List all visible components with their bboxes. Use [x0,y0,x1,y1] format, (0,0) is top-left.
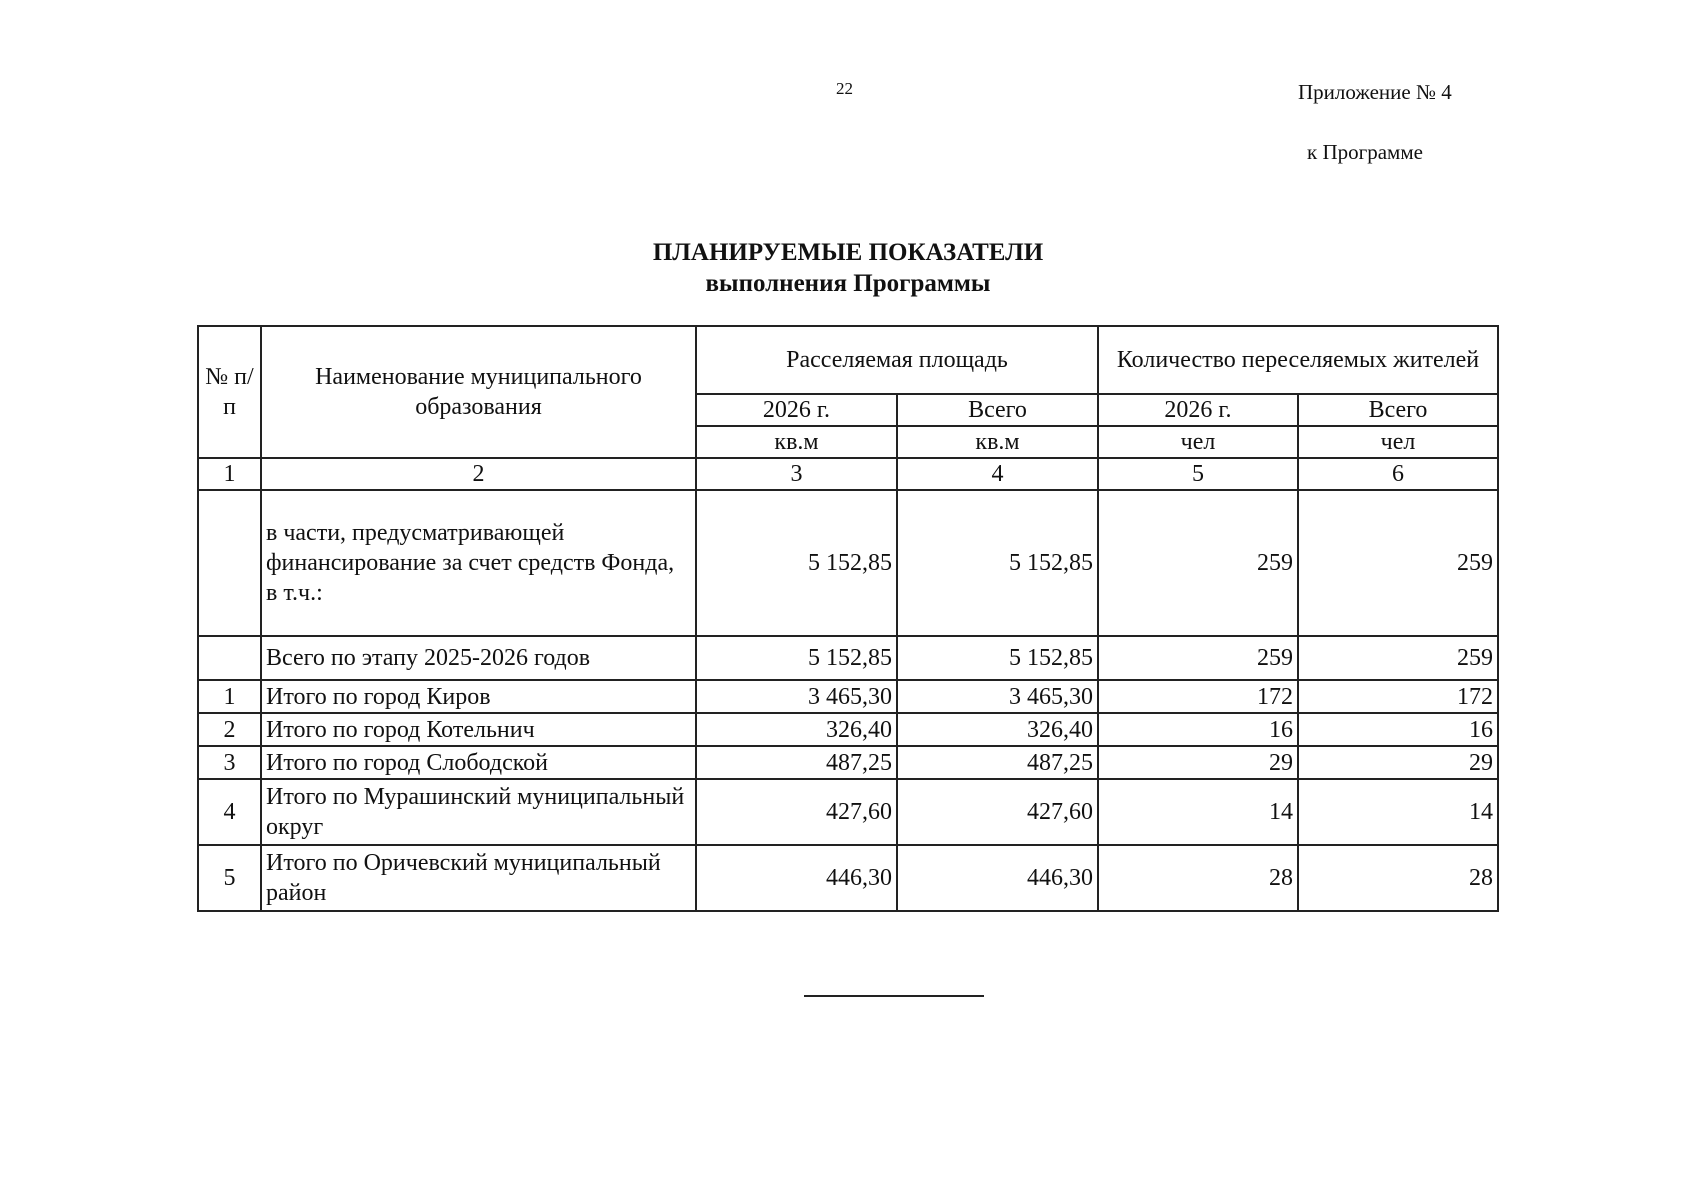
table-row [198,779,1498,845]
unit-people-2026: чел [1098,426,1298,458]
column-number: 2 [261,458,696,490]
area-2026-value: 326,40 [696,713,897,746]
area-total-value: 3 465,30 [897,680,1098,713]
row-name: Итого по Мурашинский муниципальный округ [261,779,696,845]
document-title [198,237,1498,299]
area-total-value: 427,60 [897,779,1098,845]
table-row [198,713,1498,746]
title-line-2: выполнения Программы [705,270,991,297]
appendix-label: Приложение № 4 [1298,80,1452,104]
row-number: 3 [198,746,261,779]
row-name: Итого по Оричевский муниципальный район [261,845,696,911]
row-number: 5 [198,845,261,911]
area-total-value: 326,40 [897,713,1098,746]
row-number: 1 [198,680,261,713]
column-number: 6 [1298,458,1498,490]
people-total-value: 16 [1298,713,1498,746]
table-row [198,746,1498,779]
stage-total-row [198,636,1498,680]
people-total-value: 259 [1298,490,1498,636]
people-2026-value: 259 [1098,490,1298,636]
row-name: Итого по город Киров [261,680,696,713]
area-total-value: 487,25 [897,746,1098,779]
title-line-1: ПЛАНИРУЕМЫЕ ПОКАЗАТЕЛИ [652,239,1044,266]
people-total-value: 172 [1298,680,1498,713]
unit-people-total: чел [1298,426,1498,458]
people-total-value: 14 [1298,779,1498,845]
area-2026-value: 3 465,30 [696,680,897,713]
header-area-2026: 2026 г. [696,394,897,426]
unit-area-total: кв.м [897,426,1098,458]
header-resettled-residents: Количество переселяемых жителей [1098,326,1498,394]
row-name: Всего по этапу 2025-2026 годов [261,636,696,680]
fund-financing-row [198,490,1498,636]
area-2026-value: 5 152,85 [696,636,897,680]
column-number: 5 [1098,458,1298,490]
row-name: Итого по город Слободской [261,746,696,779]
indicators-table [197,325,1499,912]
row-number: 2 [198,713,261,746]
table-row [198,680,1498,713]
row-name: в части, предусматривающей финансирование за счет средств Фонда, в т.ч.: [261,490,696,636]
column-number: 4 [897,458,1098,490]
unit-area-2026: кв.м [696,426,897,458]
header-people-2026: 2026 г. [1098,394,1298,426]
area-2026-value: 5 152,85 [696,490,897,636]
column-number: 1 [198,458,261,490]
column-number: 3 [696,458,897,490]
people-total-value: 29 [1298,746,1498,779]
people-2026-value: 16 [1098,713,1298,746]
area-total-value: 446,30 [897,845,1098,911]
row-number: 4 [198,779,261,845]
people-2026-value: 28 [1098,845,1298,911]
area-total-value: 5 152,85 [897,490,1098,636]
table-row [198,845,1498,911]
header-municipality-name: Наименование муниципального образования [261,326,696,458]
area-2026-value: 487,25 [696,746,897,779]
area-2026-value: 427,60 [696,779,897,845]
row-number [198,636,261,680]
row-number [198,490,261,636]
people-total-value: 259 [1298,636,1498,680]
header-resettled-area: Расселяемая площадь [696,326,1098,394]
people-2026-value: 29 [1098,746,1298,779]
area-total-value: 5 152,85 [897,636,1098,680]
header-area-total: Всего [897,394,1098,426]
people-total-value: 28 [1298,845,1498,911]
column-number-row [198,458,1498,490]
row-name: Итого по город Котельнич [261,713,696,746]
header-number: № п/п [198,326,261,458]
appendix-to-program: к Программе [1307,140,1423,164]
closing-divider [804,995,984,997]
people-2026-value: 172 [1098,680,1298,713]
people-2026-value: 14 [1098,779,1298,845]
header-people-total: Всего [1298,394,1498,426]
area-2026-value: 446,30 [696,845,897,911]
people-2026-value: 259 [1098,636,1298,680]
page-number: 22 [836,79,853,98]
